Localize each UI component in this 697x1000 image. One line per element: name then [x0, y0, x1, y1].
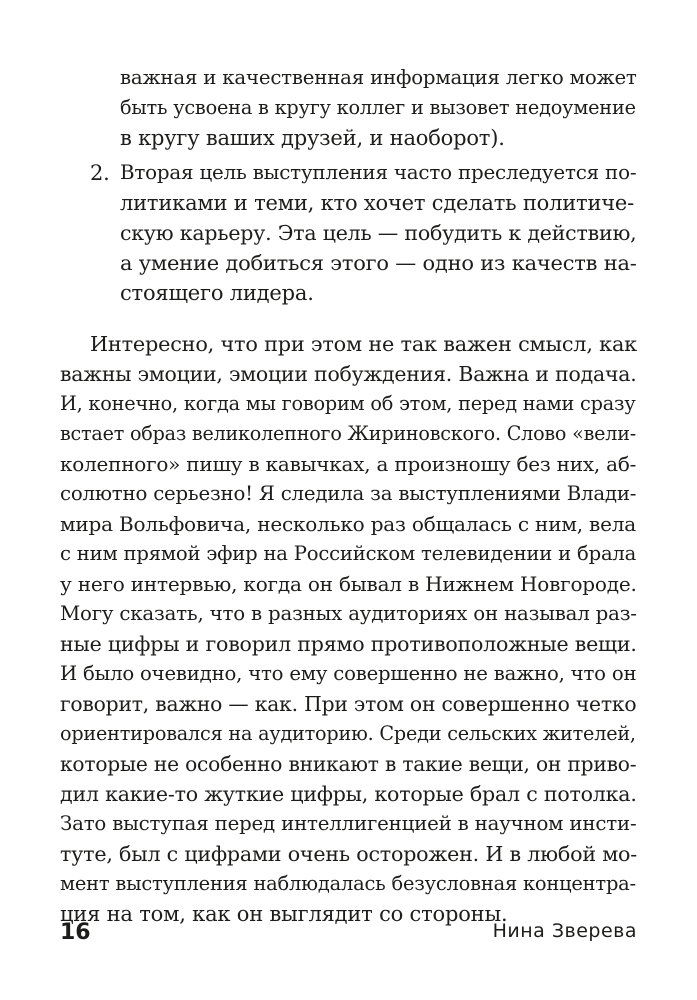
text-line: в кругу ваших друзей, и наоборот).	[120, 126, 505, 150]
text-line: а умение добиться этого — одно из качеств на-	[120, 251, 637, 275]
text-line: важная и качественная информация легко может	[120, 66, 637, 89]
text-line: ные цифры и говорил прямо противоположные вещи.	[60, 632, 637, 656]
text-line: которые не особенно вникают в такие вещи, он приво-	[60, 752, 637, 776]
text-line: ориентировался на аудиторию. Среди сельских жителей,	[60, 722, 636, 745]
text-line: Зато выступая перед интеллигенцией в научном инсти-	[60, 812, 637, 835]
text-line: солютно серьезно! Я следила за выступлениями Влади-	[60, 482, 637, 505]
text-line: стоящего лидера.	[120, 281, 314, 305]
page-number: 16	[60, 920, 91, 945]
text-line: литиками и теми, кто хочет сделать политиче-	[120, 191, 635, 215]
text-line: ция на том, как он выглядит со стороны.	[60, 902, 508, 926]
list-number: 2.	[90, 161, 110, 185]
text-line: Могу сказать, что в разных аудиториях он называл раз-	[60, 602, 637, 625]
text-line: мира Вольфовича, несколько раз общалась с ним, вела	[60, 512, 636, 536]
text-line: И было очевидно, что ему совершенно не важно, что он	[60, 662, 637, 685]
text-line: туте, был с цифрами очень осторожен. И в любой мо-	[60, 842, 638, 866]
text-line: мент выступления наблюдалась безусловная концентра-	[60, 872, 636, 895]
text-line: у него интервью, когда он бывал в Нижнем Новгороде.	[60, 572, 637, 596]
text-line: дил какие-то жуткие цифры, которые брал с потолка.	[60, 782, 637, 806]
text-line: важны эмоции, эмоции побуждения. Важна и подача.	[60, 362, 637, 386]
text-line: встает образ великолепного Жириновского. Слово «вели-	[60, 422, 637, 445]
text-line: говорит, важно — как. При этом он совершенно четко	[60, 692, 637, 716]
text-line: скую карьеру. Эта цель — побудить к действию,	[120, 221, 637, 245]
running-footer-author: Нина Зверева	[492, 920, 637, 942]
text-line: И, конечно, когда мы говорим об этом, перед нами сразу	[60, 392, 636, 415]
text-line: колепного» пишу в кавычках, а произношу без них, аб-	[60, 452, 637, 476]
text-line: с ним прямой эфир на Российском телевидении и брала	[60, 542, 637, 565]
text-line: Интересно, что при этом не так важен смысл, как	[90, 332, 637, 356]
text-line: Вторая цель выступления часто преследуется по-	[120, 161, 637, 184]
text-line: быть усвоена в кругу коллег и вызовет недоумение	[120, 96, 636, 119]
